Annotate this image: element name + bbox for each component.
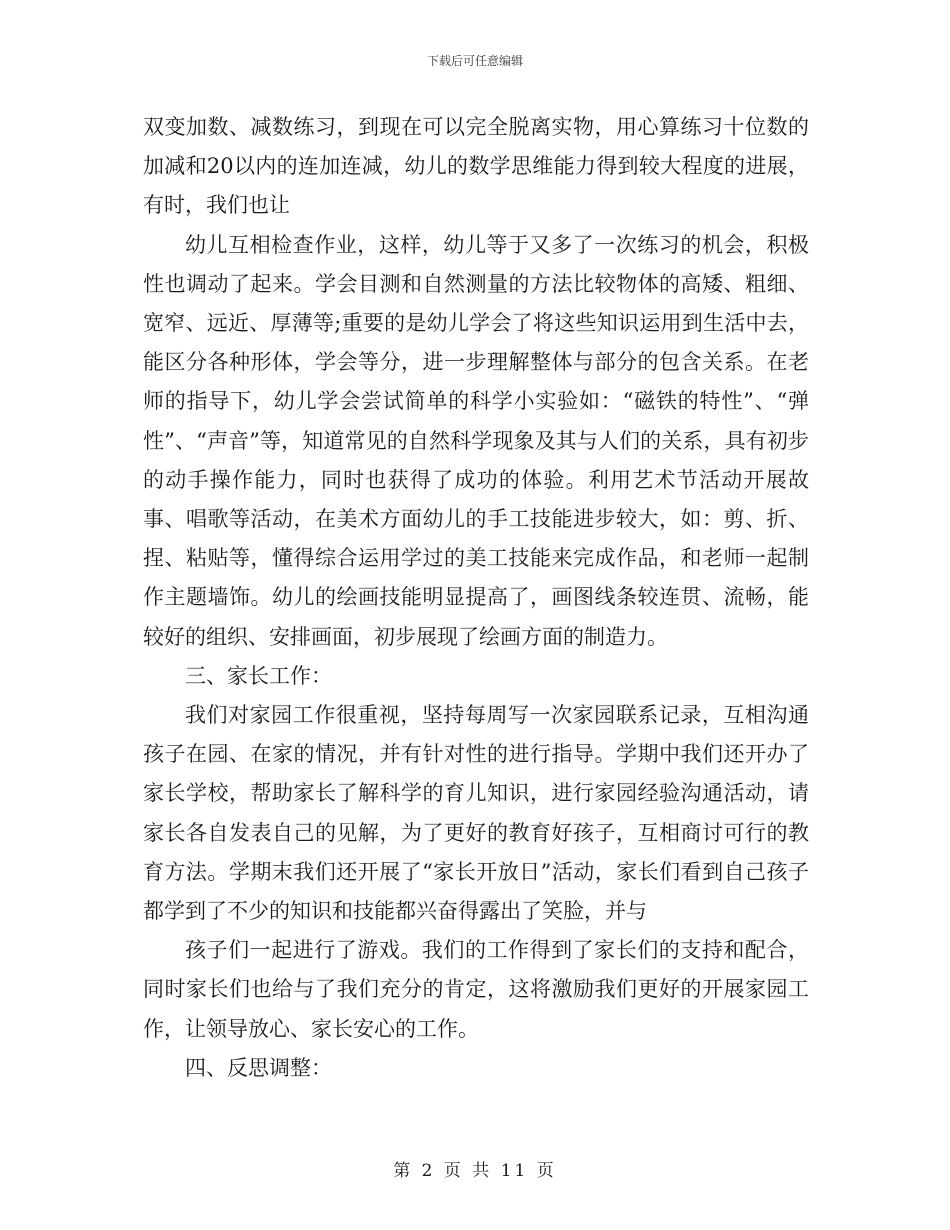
paragraph: 孩子们一起进行了游戏。我们的工作得到了家长们的支持和配合，同时家长们也给与了我们充分的肯定，这将激励我们更好的开展家园工作，让领导放心、家长安心的工作。 xyxy=(143,938,809,1041)
page-number-footer: 第 2 页 共 11 页 xyxy=(393,1161,557,1181)
document-body xyxy=(143,108,809,1088)
section-heading: 三、家长工作： xyxy=(185,663,332,688)
section-heading: 四、反思调整： xyxy=(185,1055,332,1080)
page-header: 下载后可任意编辑 xyxy=(426,54,523,68)
paragraph: 幼儿互相检查作业，这样，幼儿等于又多了一次练习的机会，积极性也调动了起来。学会目测和自然测量的方法比较物体的高矮、粗细、宽窄、远近、厚薄等;重要的是幼儿学会了将这些知识运用到生活中去，能区分各种形体，学会等分，进一步理解整体与部分的包含关系。在老师的指导下，幼儿学会尝试简单的科学小实验如：“磁铁的特性”、“弹性”、“声音”等，知道常见的自然科学现象及其与人们的关系，具有初步的动手操作能力，同时也获得了成功的体验。利用艺术节活动开展故事、唱歌等活动，在美术方面幼儿的手工技能进步较大，如：剪、折、捏、粘贴等，懂得综合运用学过的美工技能来完成作品，和老师一起制作主题墙饰。幼儿的绘画技能明显提高了，画图线条较连贯、流畅，能较好的组织、安排画面，初步展现了绘画方面的制造力。 xyxy=(143,232,809,649)
paragraph: 我们对家园工作很重视，坚持每周写一次家园联系记录，互相沟通孩子在园、在家的情况，并有针对性的进行指导。学期中我们还开办了家长学校，帮助家长了解科学的育儿知识，进行家园经验沟通活动，请家长各自发表自己的见解，为了更好的教育好孩子，互相商讨可行的教育方法。学期末我们还开展了“家长开放日”活动，家长们看到自己孩子都学到了不少的知识和技能都兴奋得露出了笑脸，并与 xyxy=(143,703,809,924)
paragraph: 双变加数、减数练习，到现在可以完全脱离实物，用心算练习十位数的加减和20以内的连加连减，幼儿的数学思维能力得到较大程度的进展，有时，我们也让 xyxy=(143,115,809,218)
